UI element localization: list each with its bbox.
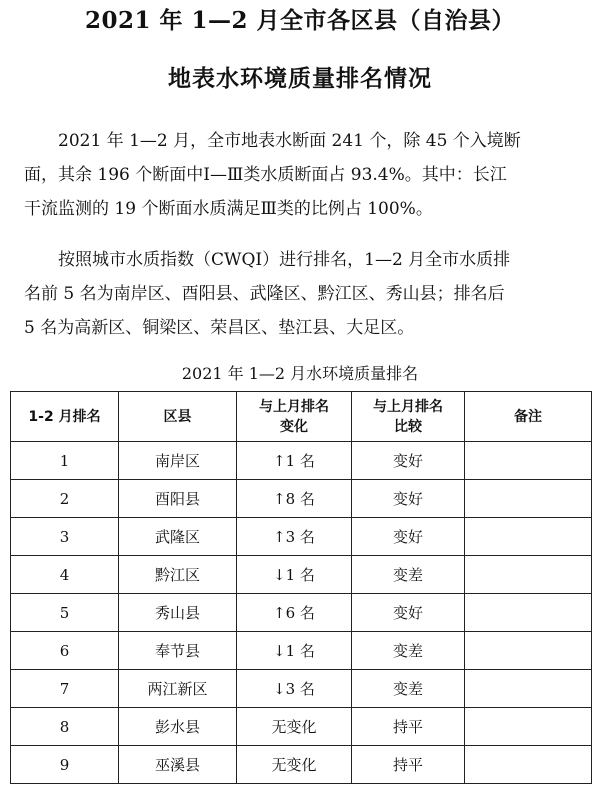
cell-compare: 变好: [352, 442, 465, 480]
paragraph-summary: [24, 124, 579, 226]
cell-county: 奉节县: [119, 632, 237, 670]
cell-compare: 变好: [352, 594, 465, 632]
cell-rank: 2: [11, 480, 119, 518]
paragraph-line: 2021 年 1—2 月，全市地表水断面 241 个，除 45 个入境断: [58, 131, 521, 151]
table-row: [11, 556, 592, 594]
cell-county: 南岸区: [119, 442, 237, 480]
header-change: [237, 392, 352, 442]
paragraph-line: 5 名为高新区、铜梁区、荣昌区、垫江县、大足区。: [24, 318, 415, 338]
cell-compare: 变好: [352, 518, 465, 556]
cell-rank: 1: [11, 442, 119, 480]
cell-rank: 6: [11, 632, 119, 670]
cell-county: 两江新区: [119, 670, 237, 708]
cell-compare: 持平: [352, 708, 465, 746]
cell-rank: 7: [11, 670, 119, 708]
header-compare-line2: 比较: [394, 418, 422, 435]
header-compare-line1: 与上月排名: [373, 398, 443, 415]
paragraph-line: 按照城市水质指数（CWQI）进行排名，1—2 月全市水质排: [58, 250, 511, 270]
table-row: [11, 480, 592, 518]
paragraph-line: 面，其余 196 个断面中Ⅰ—Ⅲ类水质断面占 93.4%。其中：长江: [24, 165, 507, 185]
header-county: 区县: [119, 392, 237, 442]
table-row: [11, 442, 592, 480]
cell-county: 武隆区: [119, 518, 237, 556]
table-header-row: [11, 392, 592, 442]
cell-change: 无变化: [237, 746, 352, 784]
document-title-line1: 2021 年 1—2 月全市各区县（自治县）: [84, 7, 516, 34]
header-remark: 备注: [465, 392, 592, 442]
cell-rank: 3: [11, 518, 119, 556]
cell-compare: 变差: [352, 632, 465, 670]
cell-remark: [465, 632, 592, 670]
ranking-table: [10, 391, 592, 784]
cell-rank: 5: [11, 594, 119, 632]
table-row: [11, 708, 592, 746]
table-row: [11, 594, 592, 632]
cell-compare: 变差: [352, 556, 465, 594]
cell-remark: [465, 442, 592, 480]
header-rank: 1-2 月排名: [11, 392, 119, 442]
table-row: [11, 670, 592, 708]
cell-change: ↑1 名: [237, 442, 352, 480]
cell-county: 秀山县: [119, 594, 237, 632]
header-change-line1: 与上月排名: [259, 398, 329, 415]
cell-compare: 变差: [352, 670, 465, 708]
cell-county: 黔江区: [119, 556, 237, 594]
paragraph-line: 干流监测的 19 个断面水质满足Ⅲ类的比例占 100%。: [24, 199, 433, 219]
header-compare: [352, 392, 465, 442]
cell-remark: [465, 708, 592, 746]
cell-remark: [465, 746, 592, 784]
cell-remark: [465, 594, 592, 632]
table-caption: 2021 年 1—2 月水环境质量排名: [181, 364, 419, 383]
cell-change: ↑6 名: [237, 594, 352, 632]
cell-remark: [465, 480, 592, 518]
cell-change: ↓1 名: [237, 632, 352, 670]
cell-remark: [465, 556, 592, 594]
table-row: [11, 518, 592, 556]
cell-change: 无变化: [237, 708, 352, 746]
cell-change: ↓3 名: [237, 670, 352, 708]
cell-rank: 8: [11, 708, 119, 746]
cell-rank: 9: [11, 746, 119, 784]
cell-change: ↑3 名: [237, 518, 352, 556]
document-title-line2: 地表水环境质量排名情况: [168, 65, 432, 92]
paragraph-ranking: [24, 243, 579, 345]
table-row: [11, 632, 592, 670]
cell-remark: [465, 670, 592, 708]
paragraph-line: 名前 5 名为南岸区、酉阳县、武隆区、黔江区、秀山县；排名后: [24, 284, 505, 304]
table-row: [11, 746, 592, 784]
cell-rank: 4: [11, 556, 119, 594]
cell-compare: 持平: [352, 746, 465, 784]
cell-county: 巫溪县: [119, 746, 237, 784]
cell-change: ↑8 名: [237, 480, 352, 518]
cell-remark: [465, 518, 592, 556]
header-change-line2: 变化: [280, 418, 308, 435]
cell-county: 酉阳县: [119, 480, 237, 518]
cell-change: ↓1 名: [237, 556, 352, 594]
cell-county: 彭水县: [119, 708, 237, 746]
cell-compare: 变好: [352, 480, 465, 518]
